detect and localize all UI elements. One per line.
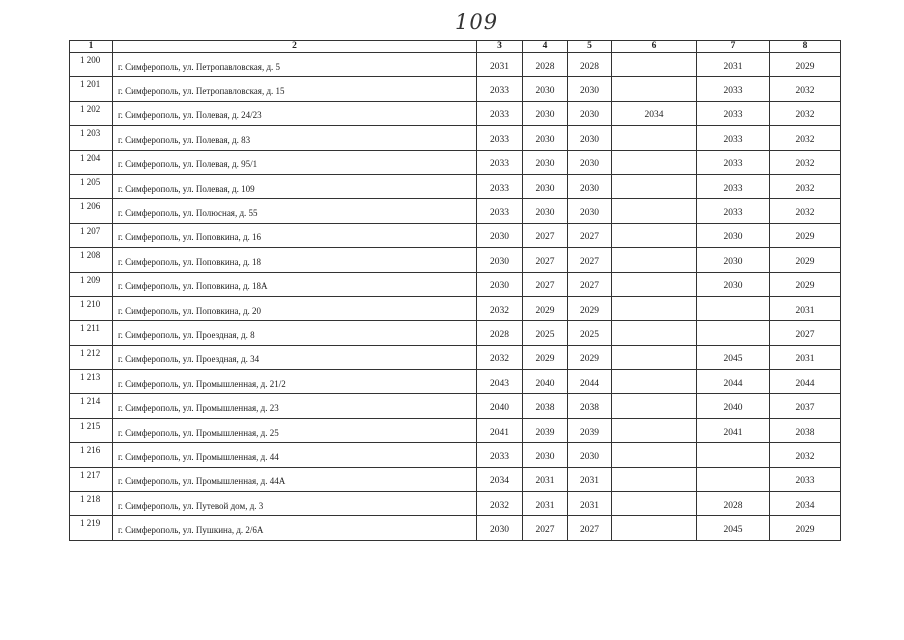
address-cell: г. Симферополь, ул. Проездная, д. 8 [113,321,477,345]
cell-col-7 [697,443,770,467]
table-row [70,126,841,150]
cell-col-7: 2028 [697,492,770,516]
cell-col-8: 2029 [770,272,841,296]
row-number: 1 201 [70,77,113,101]
cell-col-6 [612,345,697,369]
cell-col-8: 2027 [770,321,841,345]
row-number: 1 217 [70,467,113,491]
row-number: 1 206 [70,199,113,223]
cell-col-4: 2030 [523,174,568,198]
cell-col-8: 2032 [770,101,841,125]
cell-col-4: 2030 [523,443,568,467]
table-row [70,53,841,77]
header-row [70,41,841,53]
table-row [70,77,841,101]
address-cell: г. Симферополь, ул. Промышленная, д. 21/2 [113,370,477,394]
cell-col-5: 2030 [568,443,612,467]
cell-col-3: 2028 [477,321,523,345]
cell-col-3: 2040 [477,394,523,418]
row-number: 1 216 [70,443,113,467]
cell-col-7 [697,296,770,320]
table-header [70,41,841,53]
page-number: 109 [455,10,499,34]
cell-col-7: 2030 [697,223,770,247]
cell-col-6 [612,248,697,272]
column-header-8: 8 [770,41,841,53]
column-header-5: 5 [568,41,612,53]
cell-col-7: 2033 [697,174,770,198]
cell-col-7: 2033 [697,199,770,223]
address-cell: г. Симферополь, ул. Полевая, д. 24/23 [113,101,477,125]
cell-col-4: 2030 [523,77,568,101]
cell-col-8: 2032 [770,126,841,150]
cell-col-3: 2030 [477,223,523,247]
cell-col-3: 2032 [477,296,523,320]
cell-col-8: 2032 [770,443,841,467]
table-row [70,467,841,491]
row-number: 1 213 [70,370,113,394]
cell-col-4: 2031 [523,492,568,516]
address-cell: г. Симферополь, ул. Пушкина, д. 2/6А [113,516,477,540]
cell-col-4: 2028 [523,53,568,77]
cell-col-7 [697,467,770,491]
cell-col-4: 2027 [523,272,568,296]
cell-col-4: 2029 [523,296,568,320]
cell-col-6 [612,467,697,491]
cell-col-6 [612,394,697,418]
column-header-4: 4 [523,41,568,53]
address-cell: г. Симферополь, ул. Промышленная, д. 44 [113,443,477,467]
table-row [70,443,841,467]
cell-col-5: 2031 [568,492,612,516]
cell-col-4: 2027 [523,516,568,540]
cell-col-5: 2030 [568,199,612,223]
cell-col-7: 2030 [697,248,770,272]
cell-col-8: 2034 [770,492,841,516]
cell-col-5: 2025 [568,321,612,345]
address-cell: г. Симферополь, ул. Поповкина, д. 20 [113,296,477,320]
cell-col-8: 2037 [770,394,841,418]
row-number: 1 205 [70,174,113,198]
cell-col-3: 2033 [477,150,523,174]
cell-col-4: 2027 [523,223,568,247]
cell-col-4: 2039 [523,418,568,442]
cell-col-3: 2033 [477,101,523,125]
cell-col-5: 2027 [568,516,612,540]
row-number: 1 204 [70,150,113,174]
table-row [70,101,841,125]
cell-col-7 [697,321,770,345]
cell-col-5: 2030 [568,126,612,150]
cell-col-6 [612,492,697,516]
cell-col-6 [612,77,697,101]
table-row [70,394,841,418]
cell-col-5: 2030 [568,101,612,125]
cell-col-6 [612,53,697,77]
row-number: 1 203 [70,126,113,150]
cell-col-6: 2034 [612,101,697,125]
table-row [70,321,841,345]
cell-col-7: 2041 [697,418,770,442]
cell-col-5: 2029 [568,296,612,320]
cell-col-7: 2033 [697,150,770,174]
table-row [70,345,841,369]
cell-col-5: 2044 [568,370,612,394]
cell-col-7: 2033 [697,126,770,150]
cell-col-3: 2033 [477,199,523,223]
column-header-3: 3 [477,41,523,53]
cell-col-3: 2030 [477,248,523,272]
cell-col-3: 2033 [477,126,523,150]
cell-col-3: 2033 [477,443,523,467]
cell-col-4: 2027 [523,248,568,272]
row-number: 1 212 [70,345,113,369]
cell-col-6 [612,174,697,198]
address-cell: г. Симферополь, ул. Петропавловская, д. 15 [113,77,477,101]
cell-col-4: 2029 [523,345,568,369]
cell-col-7: 2044 [697,370,770,394]
column-header-7: 7 [697,41,770,53]
cell-col-4: 2030 [523,126,568,150]
cell-col-8: 2038 [770,418,841,442]
table-body [70,53,841,541]
table-row [70,492,841,516]
cell-col-5: 2030 [568,150,612,174]
cell-col-6 [612,516,697,540]
cell-col-5: 2030 [568,77,612,101]
cell-col-6 [612,199,697,223]
cell-col-4: 2040 [523,370,568,394]
row-number: 1 214 [70,394,113,418]
cell-col-3: 2031 [477,53,523,77]
row-number: 1 209 [70,272,113,296]
cell-col-7: 2045 [697,516,770,540]
cell-col-5: 2039 [568,418,612,442]
address-cell: г. Симферополь, ул. Промышленная, д. 23 [113,394,477,418]
cell-col-5: 2028 [568,53,612,77]
cell-col-4: 2030 [523,101,568,125]
address-cell: г. Симферополь, ул. Полевая, д. 83 [113,126,477,150]
cell-col-8: 2029 [770,223,841,247]
address-cell: г. Симферополь, ул. Петропавловская, д. 5 [113,53,477,77]
address-cell: г. Симферополь, ул. Полюсная, д. 55 [113,199,477,223]
cell-col-6 [612,150,697,174]
address-cell: г. Симферополь, ул. Поповкина, д. 16 [113,223,477,247]
table-row [70,223,841,247]
cell-col-3: 2034 [477,467,523,491]
cell-col-5: 2027 [568,272,612,296]
cell-col-5: 2031 [568,467,612,491]
cell-col-5: 2030 [568,174,612,198]
cell-col-7: 2033 [697,77,770,101]
cell-col-8: 2032 [770,199,841,223]
table-row [70,272,841,296]
cell-col-7: 2030 [697,272,770,296]
cell-col-4: 2030 [523,199,568,223]
cell-col-3: 2032 [477,492,523,516]
cell-col-7: 2045 [697,345,770,369]
cell-col-8: 2029 [770,516,841,540]
row-number: 1 207 [70,223,113,247]
cell-col-4: 2025 [523,321,568,345]
column-header-6: 6 [612,41,697,53]
row-number: 1 210 [70,296,113,320]
address-cell: г. Симферополь, ул. Путевой дом, д. 3 [113,492,477,516]
table-row [70,199,841,223]
row-number: 1 200 [70,53,113,77]
cell-col-8: 2044 [770,370,841,394]
table-row [70,418,841,442]
row-number: 1 202 [70,101,113,125]
cell-col-6 [612,443,697,467]
table-row [70,248,841,272]
cell-col-3: 2033 [477,174,523,198]
cell-col-4: 2031 [523,467,568,491]
cell-col-7: 2040 [697,394,770,418]
cell-col-8: 2032 [770,150,841,174]
address-cell: г. Симферополь, ул. Проездная, д. 34 [113,345,477,369]
table-row [70,370,841,394]
cell-col-8: 2029 [770,248,841,272]
address-cell: г. Симферополь, ул. Полевая, д. 109 [113,174,477,198]
address-cell: г. Симферополь, ул. Полевая, д. 95/1 [113,150,477,174]
address-cell: г. Симферополь, ул. Промышленная, д. 44А [113,467,477,491]
cell-col-6 [612,296,697,320]
cell-col-8: 2031 [770,345,841,369]
table-row [70,516,841,540]
cell-col-8: 2031 [770,296,841,320]
cell-col-8: 2032 [770,174,841,198]
cell-col-3: 2030 [477,272,523,296]
cell-col-8: 2033 [770,467,841,491]
cell-col-3: 2030 [477,516,523,540]
cell-col-3: 2041 [477,418,523,442]
cell-col-4: 2038 [523,394,568,418]
row-number: 1 219 [70,516,113,540]
register-table [69,40,841,541]
row-number: 1 211 [70,321,113,345]
cell-col-6 [612,272,697,296]
cell-col-3: 2043 [477,370,523,394]
cell-col-5: 2029 [568,345,612,369]
cell-col-3: 2033 [477,77,523,101]
cell-col-3: 2032 [477,345,523,369]
cell-col-5: 2038 [568,394,612,418]
cell-col-7: 2033 [697,101,770,125]
cell-col-6 [612,223,697,247]
address-cell: г. Симферополь, ул. Поповкина, д. 18А [113,272,477,296]
address-cell: г. Симферополь, ул. Поповкина, д. 18 [113,248,477,272]
cell-col-6 [612,126,697,150]
cell-col-6 [612,370,697,394]
row-number: 1 218 [70,492,113,516]
cell-col-4: 2030 [523,150,568,174]
cell-col-8: 2029 [770,53,841,77]
address-cell: г. Симферополь, ул. Промышленная, д. 25 [113,418,477,442]
row-number: 1 208 [70,248,113,272]
cell-col-8: 2032 [770,77,841,101]
table-row [70,174,841,198]
cell-col-5: 2027 [568,223,612,247]
cell-col-6 [612,321,697,345]
column-header-1: 1 [70,41,113,53]
cell-col-5: 2027 [568,248,612,272]
cell-col-6 [612,418,697,442]
table-row [70,150,841,174]
table-row [70,296,841,320]
row-number: 1 215 [70,418,113,442]
column-header-2: 2 [113,41,477,53]
cell-col-7: 2031 [697,53,770,77]
